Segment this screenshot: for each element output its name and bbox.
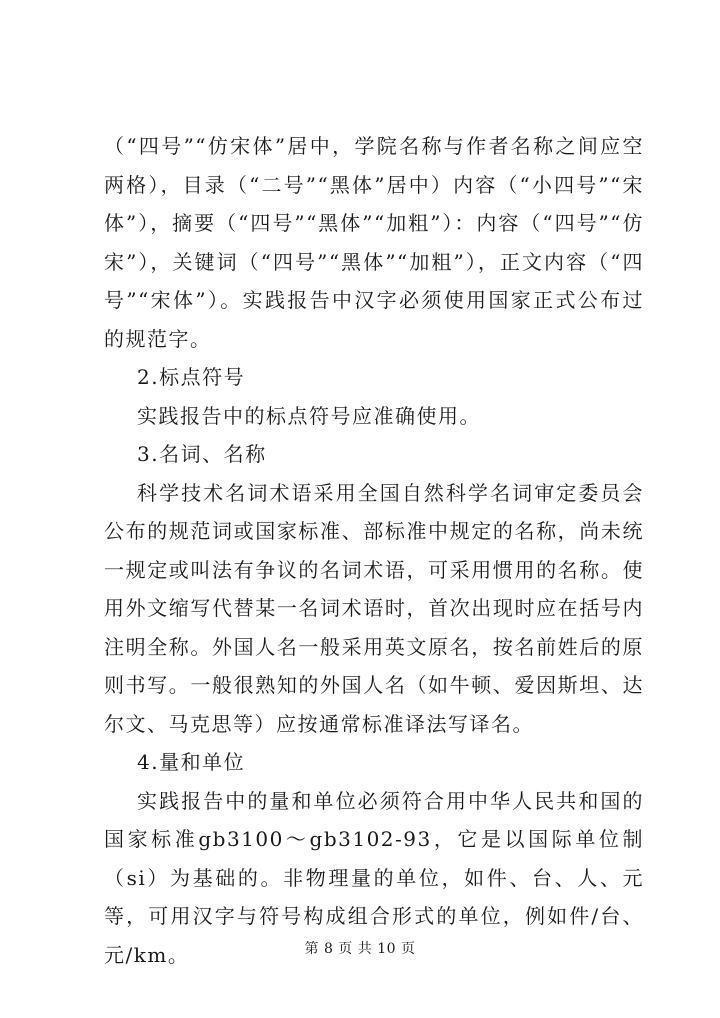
heading-terms: 3.名词、名称 xyxy=(137,442,267,466)
document-body xyxy=(104,127,644,974)
paragraph-punctuation: 实践报告中的标点符号应准确使用。 xyxy=(137,403,481,428)
heading-units: 4.量和单位 xyxy=(137,750,246,774)
paragraph-units: 实践报告中的量和单位必须符合用中华人民共和国的国家标准gb3100～gb3102-93，它是以国际单位制（si）为基础的。非物理量的单位，如件、台、人、元等，可用汉字与符号构成组合形式的单位，例如件/台、元/km。 xyxy=(104,788,644,967)
paragraph-terms: 科学技术名词术语采用全国自然科学名词审定委员会公布的规范词或国家标准、部标准中规定的名称，尚未统一规定或叫法有争议的名词术语，可采用惯用的名称。使用外文缩写代替某一名词术语时，首次出现时应在括号内注明全称。外国人名一般采用英文原名，按名前姓后的原则书写。一般很熟知的外国人名（如牛顿、爱因斯坦、达尔文、马克思等）应按通常标准译法写译名。 xyxy=(104,480,644,736)
heading-punctuation: 2.标点符号 xyxy=(137,365,246,389)
paragraph-font-spec: （“四号”“仿宋体”居中，学院名称与作者名称之间应空两格），目录（“二号”“黑体”居中）内容（“小四号”“宋体”），摘要（“四号”“黑体”“加粗”）：内容（“四号”“仿宋”），关键词（“四号”“黑体”“加粗”），正文内容（“四号”“宋体”）。实践报告中汉字必须使用国家正式公布过的规范字。 xyxy=(104,134,644,351)
page-number-footer: 第 8 页 共 10 页 xyxy=(304,941,416,957)
